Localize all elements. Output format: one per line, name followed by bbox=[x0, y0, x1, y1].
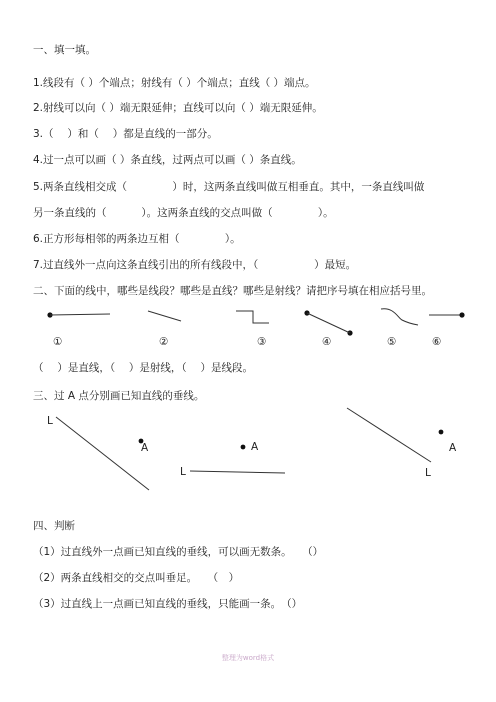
figure-label-4: ④ bbox=[322, 336, 332, 348]
figure-2-line bbox=[148, 311, 181, 321]
judge-item-1: （1）过直线外一点画已知直线的垂线，可以画无数条。 （） bbox=[33, 546, 324, 558]
perpendicular-figure-3 bbox=[347, 408, 443, 462]
line-label-L-1: L bbox=[47, 415, 53, 427]
figure-1-ray bbox=[47, 312, 110, 317]
question-1: 1.线段有（ ）个端点；射线有（ ）个端点；直线（ ）端点。 bbox=[33, 77, 316, 89]
figure-6-ray bbox=[429, 312, 465, 317]
perpendicular-figure-2 bbox=[190, 445, 285, 473]
figure-4-segment bbox=[304, 310, 352, 335]
figure-5-curve bbox=[381, 309, 418, 325]
question-5-line-1: 5.两条直线相交成（ ）时，这两条直线叫做互相垂直。其中，一条直线叫做 bbox=[33, 181, 425, 193]
line-label-L-2: L bbox=[180, 466, 186, 478]
point-label-A-1: A bbox=[141, 442, 149, 454]
question-6: 6.正方形每相邻的两条边互相（ ）。 bbox=[33, 233, 241, 245]
section2-answer-line: （ ）是直线，（ ）是射线，（ ）是线段。 bbox=[33, 362, 254, 374]
figure-label-6: ⑥ bbox=[432, 336, 442, 348]
footer-watermark: 整理为word格式 bbox=[221, 654, 275, 662]
section2-heading: 二、下面的线中，哪些是线段？哪些是直线？哪些是射线？请把序号填在相应括号里。 bbox=[33, 285, 432, 297]
figure-label-2: ② bbox=[159, 336, 169, 348]
question-3: 3.（ ）和（ ）都是直线的一部分。 bbox=[33, 128, 218, 140]
figure-label-1: ① bbox=[53, 336, 63, 348]
question-7: 7.过直线外一点向这条直线引出的所有线段中，（ ）最短。 bbox=[33, 259, 357, 271]
figure-3-polyline bbox=[236, 311, 269, 323]
judge-item-3: （3）过直线上一点画已知直线的垂线，只能画一条。 （） bbox=[33, 598, 303, 610]
section3-heading: 三、过 A 点分别画已知直线的垂线。 bbox=[33, 390, 205, 402]
point-label-A-2: A bbox=[251, 441, 259, 453]
line-label-L-3: L bbox=[425, 467, 431, 479]
figure-label-5: ⑤ bbox=[387, 336, 397, 348]
figure-label-3: ③ bbox=[257, 336, 267, 348]
point-label-A-3: A bbox=[449, 442, 457, 454]
question-4: 4.过一点可以画（ ）条直线，过两点可以画（ ）条直线。 bbox=[33, 154, 302, 166]
question-2: 2.射线可以向（ ）端无限延伸；直线可以向（ ）端无限延伸。 bbox=[33, 102, 323, 114]
section1-heading: 一、填一填。 bbox=[33, 44, 96, 56]
perpendicular-figure-1 bbox=[56, 417, 149, 490]
question-5-line-2: 另一条直线的（ ）。这两条直线的交点叫做（ ）。 bbox=[33, 207, 334, 219]
section4-heading: 四、判断 bbox=[33, 520, 75, 532]
judge-item-2: （2）两条直线相交的交点叫垂足。 （ ） bbox=[33, 572, 240, 584]
